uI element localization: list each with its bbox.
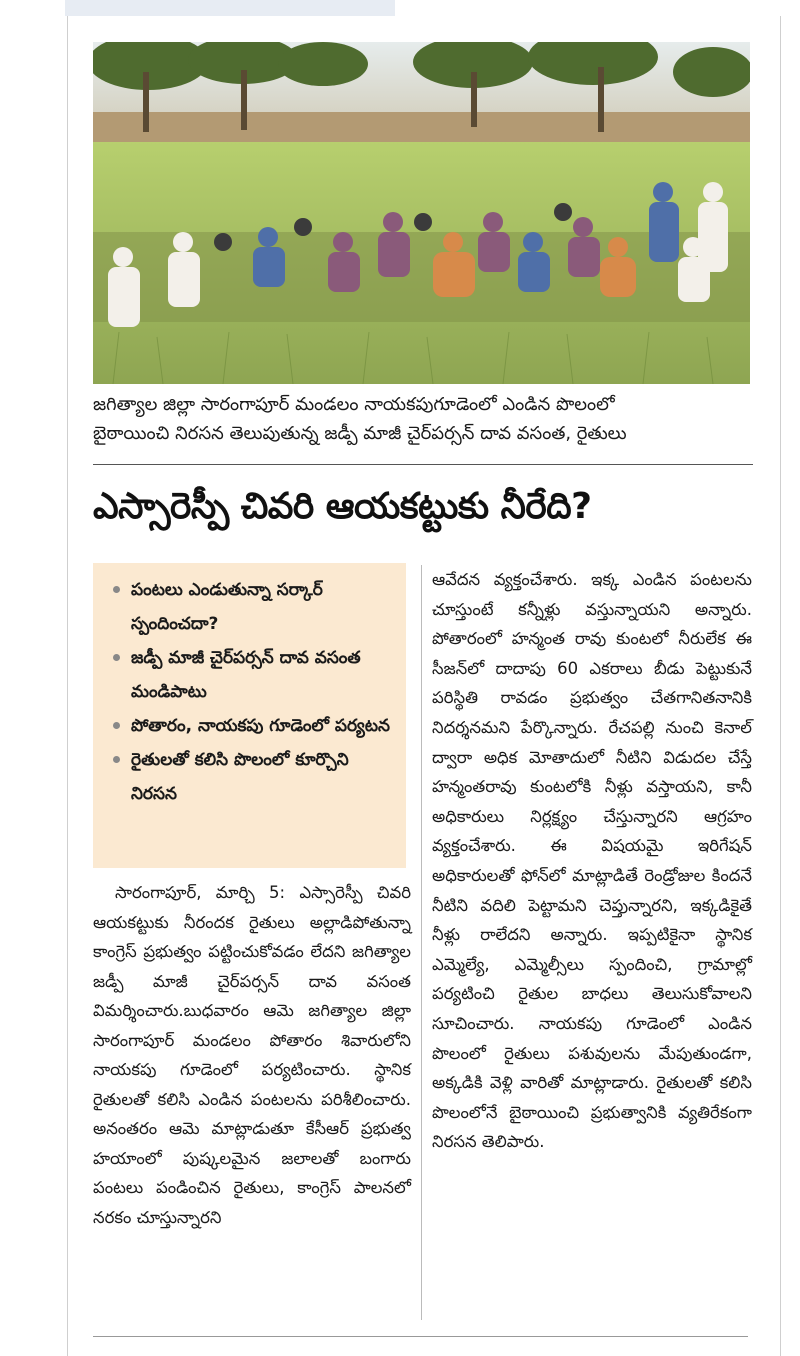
bullet-icon: [113, 586, 120, 593]
caption-line-2: బైఠాయించి నిరసన తెలుపుతున్న జడ్పీ మాజీ చైర్‌పర్సన్ దావ వసంత, రైతులు: [93, 423, 627, 444]
highlight-text: జడ్పీ మాజీ చైర్‌పర్సన్ దావ వసంత మండిపాటు: [131, 648, 361, 702]
photo-illustration: [93, 42, 750, 384]
article-headline: ఎస్సారెస్పీ చివరి ఆయకట్టుకు నీరేది?: [93, 486, 592, 527]
highlight-item: [111, 573, 394, 641]
caption-divider: [93, 464, 753, 465]
highlight-text: పంటలు ఎండుతున్నా సర్కార్ స్పందించదా?: [131, 580, 323, 634]
highlight-text: రైతులతో కలిసి పొలంలో కూర్చొని నిరసన: [131, 750, 349, 804]
top-strip: [65, 0, 395, 16]
photo-caption: [93, 390, 753, 448]
bullet-icon: [113, 654, 120, 661]
highlight-item: [111, 743, 394, 811]
bottom-divider: [93, 1336, 748, 1337]
farmers-field-photo: [93, 42, 750, 384]
column-divider: [421, 565, 422, 1320]
bullet-icon: [113, 722, 120, 729]
highlight-item: [111, 641, 394, 709]
article-body-left: సారంగాపూర్, మార్చి 5: ఎస్సారెస్పీ చివరి ఆయకట్టుకు నీరందక రైతులు అల్లాడిపోతున్నా కాంగ్రెస్ ప్రభుత్వం పట్టించుకోవడం లేదని జగిత్యాల జడ్పీ మాజీ చైర్‌పర్సన్ దావ వసంత విమర్శించారు.బుధవారం ఆమె జగిత్యాల జిల్లా సారంగాపూర్ మండలం పోతారం శివారులోని నాయకపు గూడెంలో పర్యటించారు. స్థానిక రైతులతో కలిసి ఎండిన పంటలను పరిశీలించారు. అనంతరం ఆమె మాట్లాడుతూ కేసీఆర్ ప్రభుత్వ హయాంలో పుష్కలమైన జలాలతో బంగారు పంటలు పండించిన రైతులు, కాంగ్రెస్ పాలనలో నరకం చూస్తున్నారని: [93, 883, 411, 1227]
highlights-box: [93, 563, 406, 868]
highlight-item: [111, 709, 394, 743]
article-body-right: ఆవేదన వ్యక్తంచేశారు. ఇక్క ఎండిన పంటలను చూస్తుంటే కన్నీళ్లు వస్తున్నాయని అన్నారు. పోతారంలో హన్మంత రావు కుంటలో నీరులేక ఈ సీజన్‌లో దాదాపు 60 ఎకరాలు బీడు పెట్టుకునే పరిస్థితి రావడం ప్రభుత్వం చేతగానితనానికి నిదర్శనమని పేర్కొన్నారు. రేచపల్లి నుంచి కెనాల్ ద్వారా అధిక మోతాదులో నీటిని విడుదల చేస్తే హన్మంతరావు కుంటలోకి నీళ్లు వస్తాయని, కానీ అధికారులు నిర్లక్ష్యం చేస్తున్నారని ఆగ్రహం వ్యక్తంచేశారు. ఈ విషయమై ఇరిగేషన్ అధికారులతో ఫోన్‌లో మాట్లాడితే రెండ్రోజుల కిందనే నీటిని వదిలి పెట్టామని చెప్తున్నారని, ఇక్కడికైతే నీళ్లు రాలేదని అన్నారు. ఇప్పటికైనా స్థానిక ఎమ్మెల్యే, ఎమ్మెల్సీలు స్పందించి, గ్రామాల్లో పర్యటించి రైతుల బాధలు తెలుసుకోవాలని సూచించారు. నాయకపు గూడెంలో ఎండిన పొలంలో రైతులు పశువులను మేపుతుండగా, అక్కడికి వెళ్లి వారితో మాట్లాడారు. రైతులతో కలిసి పొలంలోనే బైఠాయించి ప్రభుత్వానికి వ్యతిరేకంగా నిరసన తెలిపారు.: [432, 570, 752, 1152]
bullet-icon: [113, 756, 120, 763]
highlight-text: పోతారం, నాయకపు గూడెంలో పర్యటన: [131, 716, 390, 736]
highlights-list: [93, 563, 406, 811]
caption-line-1: జగిత్యాల జిల్లా సారంగాపూర్ మండలం నాయకపుగూడెంలో ఎండిన పొలంలో: [93, 394, 615, 415]
